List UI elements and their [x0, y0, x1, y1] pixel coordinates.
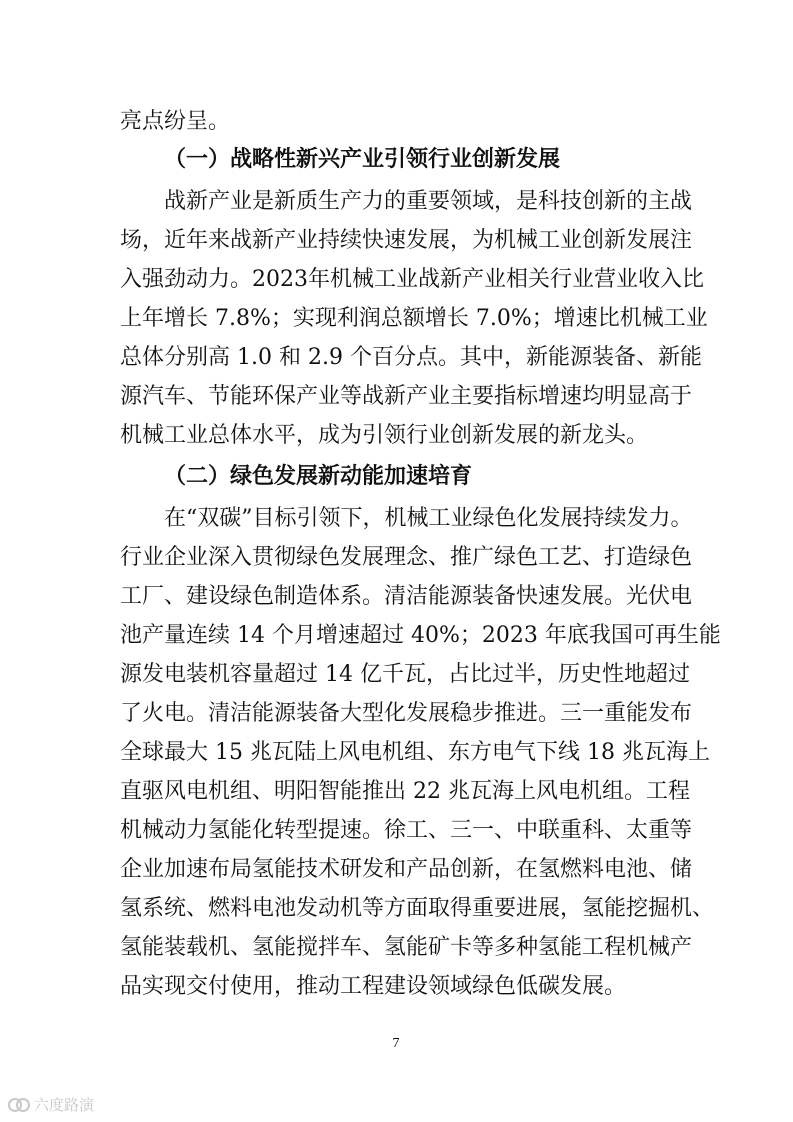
paragraph-line: 入强劲动力。2023年机械工业战新产业相关行业营业收入比: [120, 267, 704, 292]
paragraph-line: 上年增长 7.8%；实现利润总额增长 7.0%；增速比机械工业: [120, 306, 708, 331]
paragraph-line: 场，近年来战新产业持续快速发展，为机械工业创新发展注: [120, 228, 693, 253]
paragraph-line: 企业加速布局氢能技术研发和产品创新，在氢燃料电池、储: [120, 857, 693, 882]
paragraph-line: 机械工业总体水平，成为引领行业创新发展的新龙头。: [120, 423, 649, 448]
paragraph-line: 氢系统、燃料电池发动机等方面取得重要进展，氢能挖掘机、: [120, 896, 715, 921]
watermark-logo-icon: [8, 1096, 30, 1114]
paragraph-line: 亮点纷呈。: [120, 109, 231, 134]
watermark-text: 六度路演: [34, 1096, 95, 1114]
paragraph-line: 池产量连续 14 个月增速超过 40%；2023 年底我国可再生能: [120, 623, 721, 648]
paragraph-line: 氢能装载机、氢能搅拌车、氢能矿卡等多种氢能工程机械产: [120, 935, 693, 960]
paragraph-line: 了火电。清洁能源装备大型化发展稳步推进。三一重能发布: [120, 701, 693, 726]
paragraph-line: 机械动力氢能化转型提速。徐工、三一、中联重科、太重等: [120, 818, 693, 843]
section-heading-1: （一）战略性新兴产业引领行业创新发展: [164, 147, 561, 172]
paragraph-line: 全球最大 15 兆瓦陆上风电机组、东方电气下线 18 兆瓦海上: [120, 740, 710, 765]
paragraph-line: 在“双碳”目标引领下，机械工业绿色化发展持续发力。: [164, 506, 693, 531]
paragraph-line: 品实现交付使用，推动工程建设领域绿色低碳发展。: [120, 974, 627, 999]
paragraph-line: 源发电装机容量超过 14 亿千瓦，占比过半，历史性地超过: [120, 662, 690, 687]
paragraph-line: 工厂、建设绿色制造体系。清洁能源装备快速发展。光伏电: [120, 584, 693, 609]
paragraph-line: 总体分别高 1.0 和 2.9 个百分点。其中，新能源装备、新能: [120, 345, 702, 370]
paragraph-line: 直驱风电机组、明阳智能推出 22 兆瓦海上风电机组。工程: [120, 779, 690, 804]
paragraph-line: 源汽车、节能环保产业等战新产业主要指标增速均明显高于: [120, 384, 693, 409]
paragraph-line: 战新产业是新质生产力的重要领域，是科技创新的主战: [164, 189, 693, 214]
section-heading-2: （二）绿色发展新动能加速培育: [164, 464, 473, 489]
paragraph-line: 行业企业深入贯彻绿色发展理念、推广绿色工艺、打造绿色: [120, 545, 693, 570]
page-number: 7: [392, 1036, 400, 1051]
watermark: [8, 1094, 94, 1115]
